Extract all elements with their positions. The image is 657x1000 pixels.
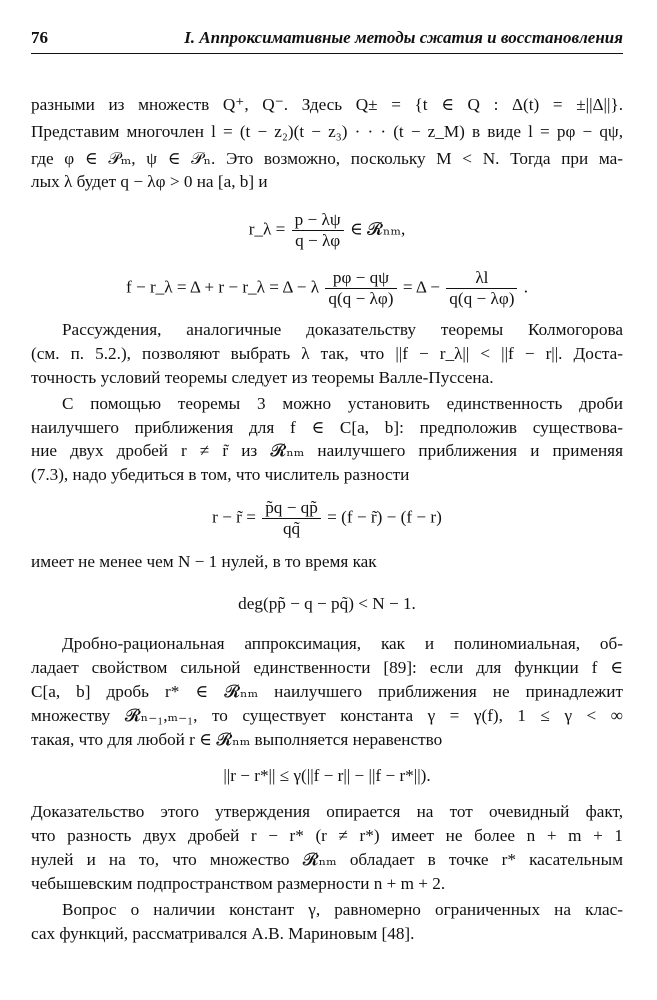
- text-line: имеет не менее чем N − 1 нулей, в то время как: [31, 552, 377, 571]
- text-line: нулей и на то, что множество 𝓡ₙₘ обладает в точке r* касательным: [31, 850, 623, 869]
- page-number: 76: [31, 28, 48, 47]
- text-line: наилучшего приближения для f ∈ C[a, b]: предположив существова-: [31, 418, 623, 437]
- text-line: что разность двух дробей r − r* (r ≠ r*) имеет не более n + m + 1: [31, 826, 623, 845]
- running-title: I. Аппроксимативные методы сжатия и восстановления: [184, 28, 623, 47]
- text-line: множеству 𝓡ₙ₋₁,ₘ₋₁, то существует константа γ = γ(f), 1 ≤ γ < ∞: [31, 706, 623, 725]
- text-line: Дробно-рациональная аппроксимация, как и полиномиальная, об-: [62, 634, 623, 653]
- equation-r-minus-r-tilde: r − r̃ = $\frac{p̃q - qp̃}{qq̃}$ = (f − r̃) − (f − r): [212, 498, 442, 538]
- equation-strong-uniqueness: ||r − r*|| ≤ γ(||f − r|| − ||f − r*||).: [223, 766, 431, 785]
- text-line: (7.3), надо убедиться в том, что числитель разности: [31, 465, 410, 484]
- text-line: Рассуждения, аналогичные доказательству теоремы Колмогорова: [62, 320, 623, 339]
- text-line: C[a, b] дробь r* ∈ 𝓡ₙₘ наилучшего приближения не принадлежит: [31, 682, 623, 701]
- text-line: ние двух дробей r ≠ r̃ из 𝓡ₙₘ наилучшего приближения и применяя: [31, 441, 623, 460]
- text-line: Вопрос о наличии констант γ, равномерно ограниченных на клас-: [62, 900, 623, 919]
- text-line: лых λ будет q − λφ > 0 на [a, b] и: [31, 172, 268, 191]
- equation-r-lambda: r_λ = $\frac{p - \lambda\psi}{q - \lambda\varphi}$ ∈ 𝓡ₙₘ,: [248, 210, 406, 250]
- text-line: чебышевским подпространством размерности n + m + 2.: [31, 874, 446, 893]
- text-line: где φ ∈ 𝒫ₘ, ψ ∈ 𝒫ₙ. Это возможно, поскольку M < N. Тогда при ма-: [31, 149, 623, 168]
- text-line: такая, что для любой r ∈ 𝓡ₙₘ выполняется неравенство: [31, 730, 443, 749]
- text-line: С помощью теоремы 3 можно установить единственность дроби: [62, 394, 623, 413]
- text-line: Представим многочлен l = (t − z₂)(t − z₃) · · · (t − z_M) в виде l = pφ − qψ,: [31, 122, 623, 141]
- text-line: разными из множеств Q⁺, Q⁻. Здесь Q± = {t ∈ Q : Δ(t) = ±||Δ||}.: [31, 95, 623, 114]
- header-rule: [31, 53, 623, 54]
- equation-f-minus-r-lambda: f − r_λ = Δ + r − r_λ = Δ − λ $\frac{p\varphi - q\psi}{q(q - \lambda\varphi)}$ = Δ − $\frac{\lambda l}{q(q - \lambda\varphi)}$ .: [125, 268, 529, 308]
- text-line: Доказательство этого утверждения опирается на тот очевидный факт,: [31, 802, 623, 821]
- text-line: сах функций, рассматривался А.В. Мариновым [48].: [31, 924, 415, 943]
- text-line: ладает свойством сильной единственности [89]: если для функции f ∈: [31, 658, 623, 677]
- equation-degree: deg(pp̃ − q − pq̃) < N − 1.: [238, 594, 416, 613]
- text-line: (см. п. 5.2.), позволяют выбрать λ так, что ||f − r_λ|| < ||f − r||. Доста-: [31, 344, 623, 363]
- text-line: точность условий теоремы следует из теоремы Валле-Пуссена.: [31, 368, 494, 387]
